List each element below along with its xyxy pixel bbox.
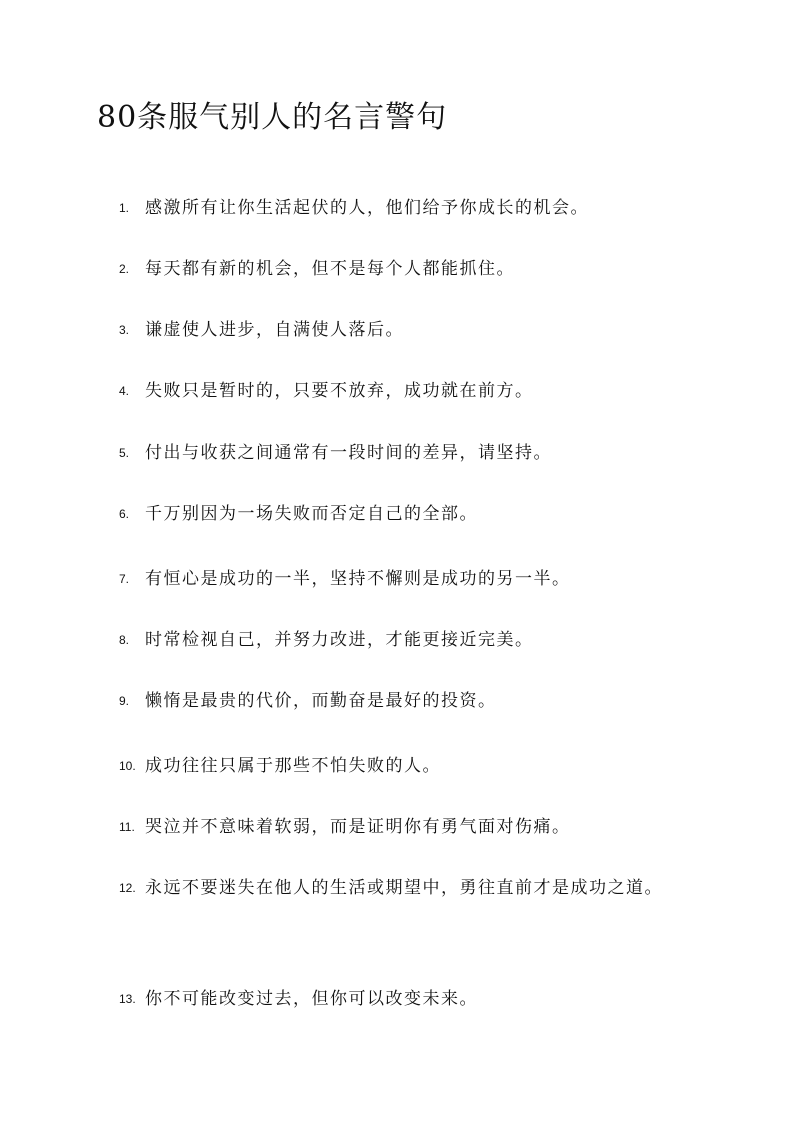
list-item — [119, 193, 709, 238]
list-item-text: 你不可能改变过去，但你可以改变未来。 — [145, 989, 478, 1009]
page-title: 80条服气别人的名言警句 — [97, 100, 448, 135]
list-item-text: 永远不要迷失在他人的生活或期望中，勇往直前才是成功之道。 — [145, 878, 663, 898]
list-item-number: 3. — [119, 323, 130, 337]
list-item — [119, 812, 709, 857]
list-item — [119, 499, 709, 544]
list-item — [119, 686, 709, 731]
list-item — [119, 625, 709, 670]
list-item — [119, 751, 709, 796]
list-item-text: 感激所有让你生活起伏的人，他们给予你成长的机会。 — [145, 198, 589, 218]
list-item-text: 每天都有新的机会，但不是每个人都能抓住。 — [145, 259, 515, 279]
list-item — [119, 315, 709, 360]
list-item-text: 成功往往只属于那些不怕失败的人。 — [145, 756, 441, 776]
list-item-number: 4. — [119, 384, 130, 398]
list-item-number: 8. — [119, 633, 130, 647]
list-item-number: 10. — [119, 759, 136, 773]
list-item-number: 1. — [119, 201, 130, 215]
list-item — [119, 438, 709, 483]
list-item-text: 谦虚使人进步，自满使人落后。 — [145, 320, 404, 340]
list-item-number: 12. — [119, 881, 136, 895]
list-item-number: 5. — [119, 446, 130, 460]
list-item-number: 13. — [119, 992, 136, 1006]
list-item-text: 有恒心是成功的一半，坚持不懈则是成功的另一半。 — [145, 569, 571, 589]
list-item-number: 9. — [119, 694, 130, 708]
list-item-number: 2. — [119, 262, 130, 276]
list-item-number: 6. — [119, 507, 130, 521]
list-item-text: 失败只是暂时的，只要不放弃，成功就在前方。 — [145, 381, 534, 401]
list-item-text: 付出与收获之间通常有一段时间的差异，请坚持。 — [145, 443, 552, 463]
list-item-text: 哭泣并不意味着软弱，而是证明你有勇气面对伤痛。 — [145, 817, 571, 837]
list-item — [119, 254, 709, 299]
list-item-text: 时常检视自己，并努力改进，才能更接近完美。 — [145, 630, 534, 650]
list-item — [119, 873, 709, 918]
list-item-text: 懒惰是最贵的代价，而勤奋是最好的投资。 — [145, 691, 497, 711]
list-item — [119, 984, 709, 1029]
list-item-text: 千万别因为一场失败而否定自己的全部。 — [145, 504, 478, 524]
list-item — [119, 376, 709, 421]
list-item — [119, 564, 709, 609]
list-item-number: 11. — [119, 820, 135, 834]
list-item-number: 7. — [119, 572, 130, 586]
